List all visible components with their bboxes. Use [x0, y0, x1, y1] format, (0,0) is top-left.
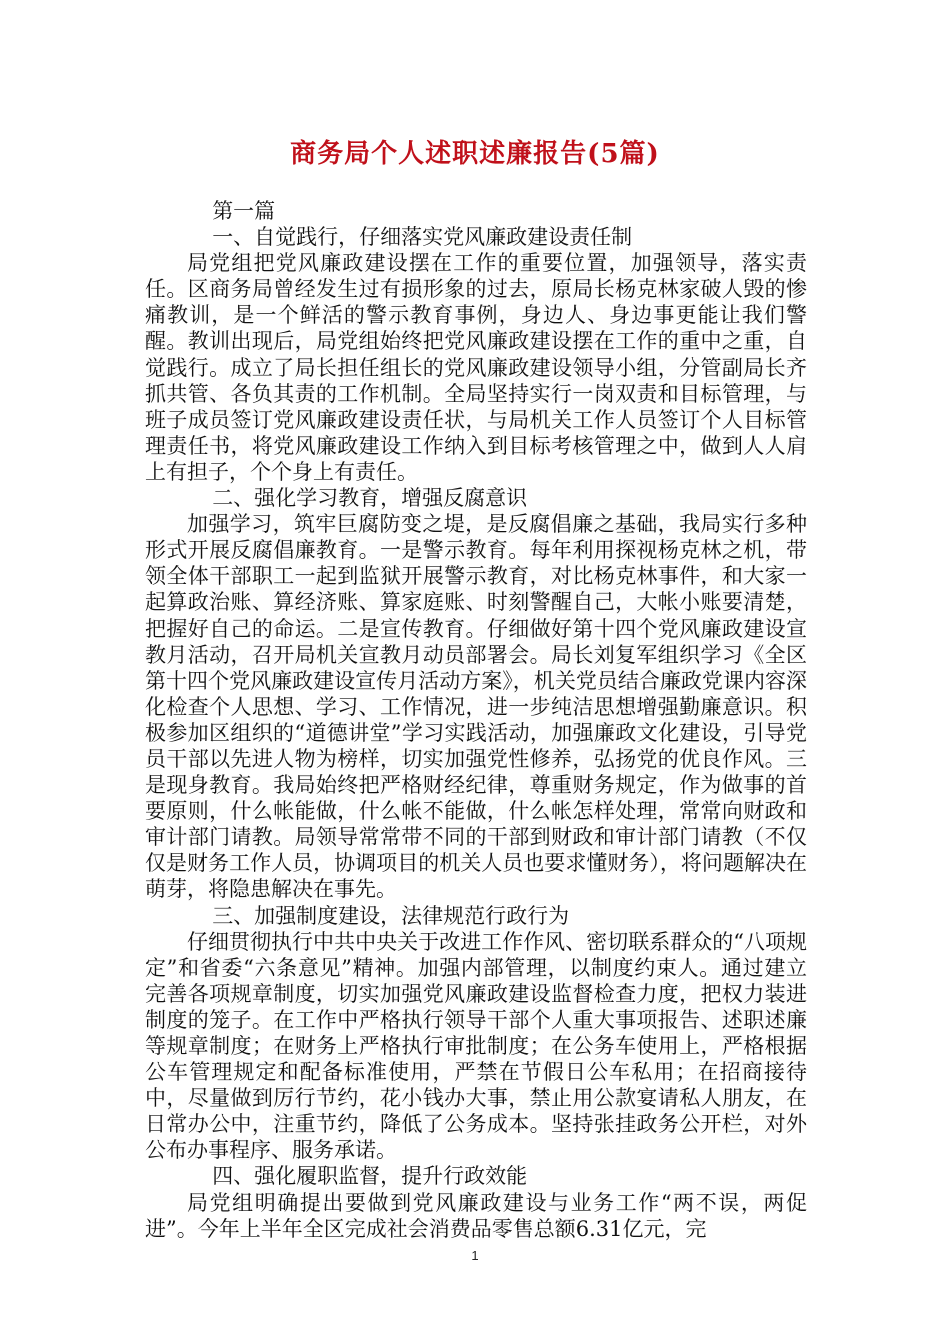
- page-number: 1: [471, 1248, 479, 1263]
- body-paragraph-3: 仔细贯彻执行中共中央关于改进工作作风、密切联系群众的“八项规定”和省委“六条意见”精神。加强内部管理，以制度约束人。通过建立完善各项规章制度，切实加强党风廉政建设监督检查力度，把权力装进制度的笼子。在工作中严格执行领导干部个人重大事项报告、述职述廉等规章制度；在财务上严格执行审批制度；在公务车使用上，严格根据公车管理规定和配备标准使用，严禁在节假日公车私用；在招商接待中，尽量做到厉行节约，花小钱办大事，禁止用公款宴请私人朋友，在日常办公中，注重节约，降低了公务成本。坚持张挂政务公开栏，对外公布办事程序、服务承诺。: [145, 929, 807, 1163]
- section-heading-3: 三、加强制度建设，法律规范行政行为: [212, 903, 570, 928]
- document-title: 商务局个人述职述廉报告(5篇): [290, 139, 660, 169]
- body-paragraph-1: 局党组把党风廉政建设摆在工作的重要位置，加强领导，落实责任。区商务局曾经发生过有损形象的过去，原局长杨克林家破人毁的惨痛教训，是一个鲜活的警示教育事例，身边人、身边事更能让我们警醒。教训出现后，局党组始终把党风廉政建设摆在工作的重中之重，自觉践行。成立了局长担任组长的党风廉政建设领导小组，分管副局长齐抓共管、各负其责的工作机制。全局坚持实行一岗双责和目标管理，与班子成员签订党风廉政建设责任状，与局机关工作人员签订个人目标管理责任书，将党风廉政建设工作纳入到目标考核管理之中，做到人人肩上有担子，个个身上有责任。: [145, 251, 807, 484]
- section-heading-4: 四、强化履职监督，提升行政效能: [212, 1164, 528, 1189]
- body-paragraph-2: 加强学习，筑牢巨腐防变之堤，是反腐倡廉之基础，我局实行多种形式开展反腐倡廉教育。一是警示教育。每年利用探视杨克林之机，带领全体干部职工一起到监狱开展警示教育，对比杨克林事件，和大家一起算政治账、算经济账、算家庭账、时刻警醒自己，大帐小账要清楚，把握好自己的命运。二是宣传教育。仔细做好第十四个党风廉政建设宣教月活动，召开局机关宣教月动员部署会。局长刘复军组织学习《全区第十四个党风廉政建设宣传月活动方案》，机关党员结合廉政党课内容深化检查个人思想、学习、工作情况，进一步纯洁思想增强勤廉意识。积极参加区组织的“道德讲堂”学习实践活动，加强廉政文化建设，引导党员干部以先进人物为榜样，切实加强党性修养，弘扬党的优良作风。三是现身教育。我局始终把严格财经纪律，尊重财务规定，作为做事的首要原则，什么帐能做，什么帐不能做，什么帐怎样处理，常常向财政和审计部门请教。局领导常常带不同的干部到财政和审计部门请教（不仅仅是财务工作人员，协调项目的机关人员也要求懂财务），将问题解决在萌芽，将隐患解决在事先。: [145, 512, 807, 902]
- section-heading-2: 二、强化学习教育，增强反腐意识: [212, 486, 528, 511]
- document-body: [145, 198, 807, 1242]
- section-heading-1: 一、自觉践行，仔细落实党风廉政建设责任制: [212, 225, 633, 250]
- section-heading-part-one: 第一篇: [212, 199, 276, 223]
- body-paragraph-4: 局党组明确提出要做到党风廉政建设与业务工作“两不误，两促进”。今年上半年全区完成社会消费品零售总额6.31亿元，完: [145, 1190, 807, 1241]
